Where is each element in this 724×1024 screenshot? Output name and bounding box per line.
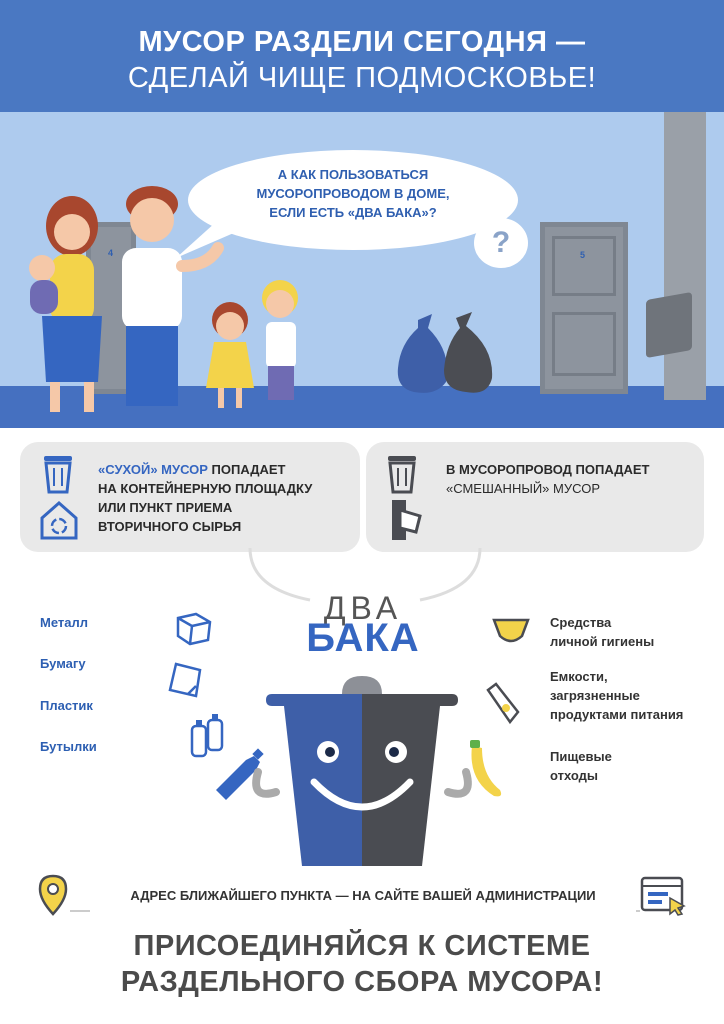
dry-waste-line2: НА КОНТЕЙНЕРНУЮ ПЛОЩАДКУ [98,481,313,496]
left-item-plastic: Пластик [40,698,93,713]
header-banner [0,0,724,112]
logo-dva: ДВА [323,590,403,626]
mixed-waste-text [446,460,696,498]
right-item-hygiene-l2: личной гигиены [550,634,655,649]
door-panel-upper [552,236,616,296]
header-title-line1: МУСОР РАЗДЕЛИ СЕГОДНЯ — [138,26,586,58]
door-right-number: 5 [580,250,586,260]
right-item-containers-l3: продуктами питания [550,707,684,722]
dry-waste-text [98,460,352,536]
dirty-bottle-icon [482,682,522,726]
right-item-containers-l1: Емкости, [550,669,608,684]
question-bubble: ? [474,218,528,268]
footer-line1: ПРИСОЕДИНЯЙСЯ К СИСТЕМЕ [133,930,591,962]
recycling-house-icon [38,500,80,540]
paper-icon [166,660,206,700]
left-item-paper: Бумагу [40,656,86,671]
garbage-chute-pipe [664,112,706,400]
two-bins-mascot [236,672,488,872]
right-item-food [550,747,612,785]
location-pin-icon [38,874,68,916]
dry-waste-line4: ВТОРИЧНОГО СЫРЬЯ [98,519,242,534]
garbage-chute-hatch [646,292,692,358]
door-panel-lower [552,312,616,376]
dry-waste-highlight: «СУХОЙ» МУСОР [98,462,208,477]
mixed-waste-line2: «СМЕШАННЫЙ» МУСОР [446,481,601,496]
dry-waste-line3: ИЛИ ПУНКТ ПРИЕМА [98,500,233,515]
grey-bin-icon [384,452,420,494]
logo-baka: БАКА [306,616,420,660]
left-item-bottles: Бутылки [40,739,97,754]
left-arm [256,772,276,794]
bubble-line-3: ЕСЛИ ЕСТЬ «ДВА БАКА»? [269,205,437,220]
footer-line2: РАЗДЕЛЬНОГО СБОРА МУСОРА! [120,966,604,998]
left-item-metal: Металл [40,615,89,630]
website-icon [640,876,686,916]
trash-bags-icon [396,312,500,396]
right-item-hygiene [550,613,654,651]
mixed-waste-line1: В МУСОРОПРОВОД ПОПАДАЕТ [446,462,650,477]
bubble-line-2: МУСОРОПРОВОДОМ В ДОМЕ, [256,186,450,201]
blue-trash-bag [398,314,447,393]
door-left-number: 4 [108,248,114,258]
lid-blue [266,694,362,706]
right-item-food-l2: отходы [550,768,599,783]
dry-waste-line1-rest: ПОПАДАЕТ [207,462,286,477]
chute-hatch-icon [386,498,424,542]
speech-bubble-text [210,165,496,222]
address-text: АДРЕС БЛИЖАЙШЕГО ПУНКТА — НА САЙТЕ ВАШЕЙ АДМИНИСТРАЦИИ [130,888,596,903]
address-line-left [70,910,90,912]
metal-can-icon [174,610,214,646]
lid-handle [342,676,382,694]
bubble-line-1: А КАК ПОЛЬЗОВАТЬСЯ [277,167,429,182]
right-item-containers [550,667,683,724]
right-item-hygiene-l1: Средства [550,615,612,630]
header-title-line2: СДЕЛАЙ ЧИЩЕ ПОДМОСКОВЬЕ! [127,62,597,94]
lid-grey [362,694,458,706]
grey-trash-bag [444,312,492,393]
right-arm [448,772,468,794]
recycling-bin-icon [40,452,76,494]
diaper-icon [492,616,530,646]
right-item-containers-l2: загрязненные [550,688,640,703]
right-item-food-l1: Пищевые [550,749,612,764]
